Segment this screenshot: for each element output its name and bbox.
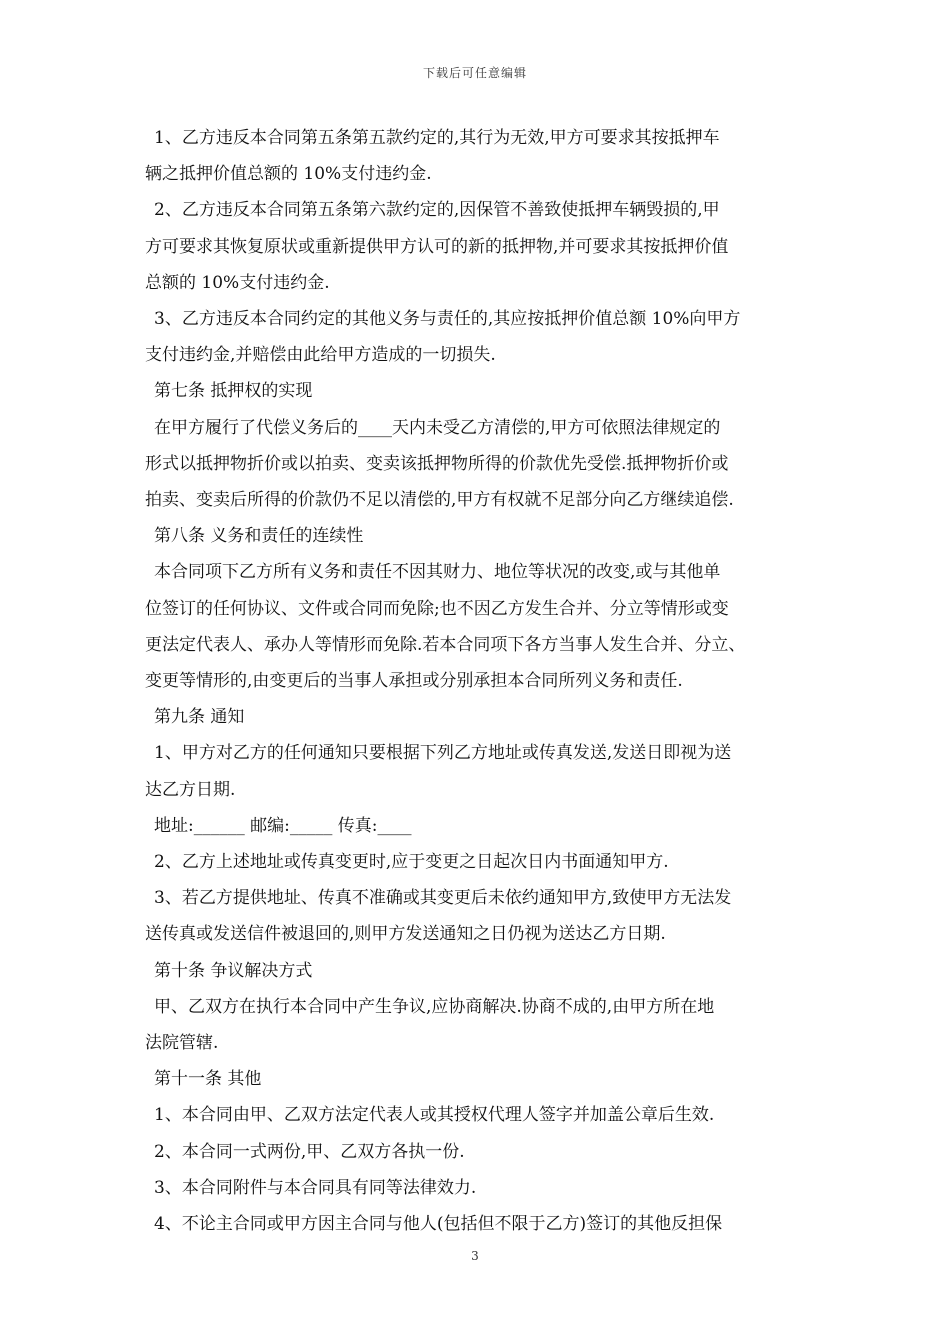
text-line: 总额的 10%支付违约金. xyxy=(145,272,330,293)
text-line: 第七条 抵押权的实现 xyxy=(154,381,313,402)
text-line: 第九条 通知 xyxy=(154,707,245,728)
text-line: 形式以抵押物折价或以拍卖、变卖该抵押物所得的价款优先受偿.抵押物折价或 xyxy=(145,453,729,474)
text-line: 在甲方履行了代偿义务后的____天内未受乙方清偿的,甲方可依照法律规定的 xyxy=(154,417,721,438)
text-line: 支付违约金,并赔偿由此给甲方造成的一切损失. xyxy=(145,345,496,366)
text-line: 拍卖、变卖后所得的价款仍不足以清偿的,甲方有权就不足部分向乙方继续追偿. xyxy=(145,490,734,511)
text-line: 2、乙方违反本合同第五条第六款约定的,因保管不善致使抵押车辆毁损的,甲 xyxy=(154,200,720,221)
page-header: 下载后可任意编辑 xyxy=(422,66,527,80)
text-line: 第十一条 其他 xyxy=(154,1069,262,1090)
text-line: 1、甲方对乙方的任何通知只要根据下列乙方地址或传真发送,发送日即视为送 xyxy=(154,743,732,764)
text-line: 达乙方日期. xyxy=(145,779,236,800)
text-line: 地址:______ 邮编:_____ 传真:____ xyxy=(154,815,412,836)
text-line: 3、若乙方提供地址、传真不准确或其变更后未依约通知甲方,致使甲方无法发 xyxy=(154,888,732,909)
text-line: 3、本合同附件与本合同具有同等法律效力. xyxy=(154,1177,477,1198)
text-line: 1、本合同由甲、乙双方法定代表人或其授权代理人签字并加盖公章后生效. xyxy=(154,1105,715,1126)
text-line: 更法定代表人、承办人等情形而免除.若本合同项下各方当事人发生合并、分立、 xyxy=(145,634,746,655)
text-line: 位签订的任何协议、文件或合同而免除;也不因乙方发生合并、分立等情形或变 xyxy=(145,598,729,619)
text-line: 法院管辖. xyxy=(145,1033,219,1054)
text-line: 3、乙方违反本合同约定的其他义务与责任的,其应按抵押价值总额 10%向甲方 xyxy=(154,309,741,330)
text-line: 2、乙方上述地址或传真变更时,应于变更之日起次日内书面通知甲方. xyxy=(154,852,669,873)
document-body xyxy=(145,120,815,1242)
text-line: 送传真或发送信件被退回的,则甲方发送通知之日仍视为送达乙方日期. xyxy=(145,924,666,945)
text-line: 第十条 争议解决方式 xyxy=(154,960,313,981)
text-line: 第八条 义务和责任的连续性 xyxy=(154,526,364,547)
text-line: 本合同项下乙方所有义务和责任不因其财力、地位等状况的改变,或与其他单 xyxy=(154,562,721,583)
page-number: 3 xyxy=(471,1249,479,1263)
text-line: 4、不论主合同或甲方因主合同与他人(包括但不限于乙方)签订的其他反担保 xyxy=(154,1214,723,1235)
text-line: 方可要求其恢复原状或重新提供甲方认可的新的抵押物,并可要求其按抵押价值 xyxy=(145,236,729,257)
text-line: 甲、乙双方在执行本合同中产生争议,应协商解决.协商不成的,由甲方所在地 xyxy=(154,996,715,1017)
text-line: 1、乙方违反本合同第五条第五款约定的,其行为无效,甲方可要求其按抵押车 xyxy=(154,128,720,148)
text-line: 辆之抵押价值总额的 10%支付违约金. xyxy=(145,164,432,185)
text-line: 2、本合同一式两份,甲、乙双方各执一份. xyxy=(154,1141,465,1162)
text-line: 变更等情形的,由变更后的当事人承担或分别承担本合同所列义务和责任. xyxy=(145,671,683,692)
